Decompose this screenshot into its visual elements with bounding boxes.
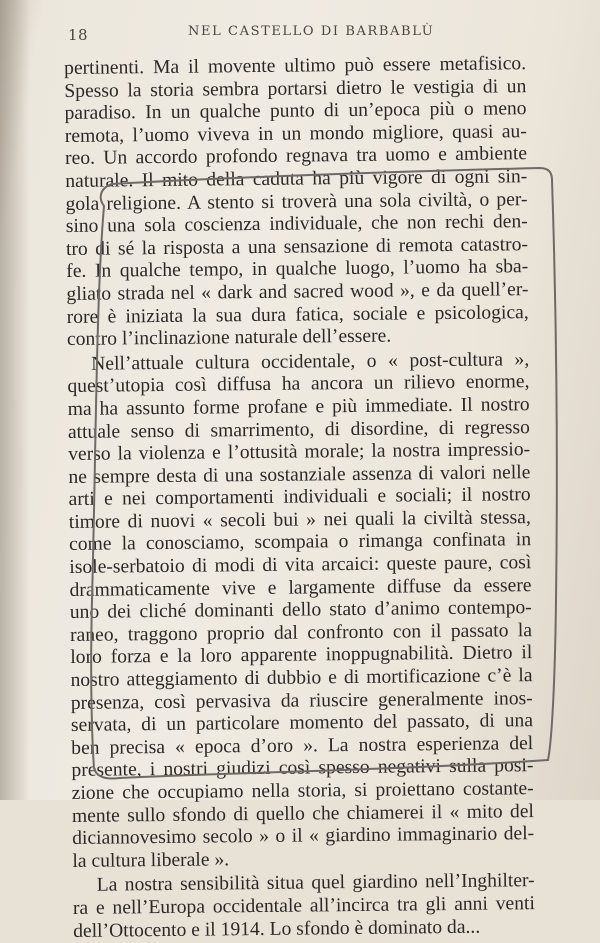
text-line: reo. Un accordo profondo regnava tra uomo e ambiente (64, 143, 528, 170)
text-line: fe. In qualche tempo, in qualche luogo, l’uomo ha sba- (66, 256, 529, 283)
text-line: naturale. Il mito della caduta ha più vigore di ogni sin- (65, 166, 528, 192)
text-line: ben precisa « epoca d’oro ». La nostra esperienza del (71, 732, 534, 759)
text-line: servata, di un particolare momento del passato, di una (70, 710, 534, 737)
text-line: sino una sola coscienza individuale, che non rechi den- (65, 211, 528, 238)
text-line: la cultura liberale ». (72, 849, 230, 872)
text-line: tro di sé la risposta a una sensazione di remota catastro- (65, 233, 529, 260)
text-line: paradiso. In un qualche punto di un’epoca più o meno (64, 98, 527, 125)
text-line: gola religione. A stento si troverà una sola civiltà, o per- (65, 188, 528, 215)
text-line: presenza, così pervasiva da riuscire generalmente inos- (70, 687, 533, 714)
text-line: uno dei cliché dominanti dello stato d’animo contempo- (69, 597, 532, 624)
text-line: mente sullo sfondo di quello che chiamerei il « mito del (71, 800, 535, 827)
text-line: ne sempre desta di una sostanziale assenza di valori nelle (68, 461, 531, 488)
text-line: verso la violenza e l’ottusità morale; la nostra impressio- (68, 439, 531, 466)
body-text (64, 53, 533, 943)
text-line: rore è iniziata la sua dura fatica, sociale e psicologica, (66, 301, 529, 328)
text-line: diciannovesimo secolo » o il « giardino immaginario del- (72, 823, 535, 850)
text-line: loro forza e la loro apparente inoppugnabilità. Dietro il (70, 642, 533, 669)
text-line: drammaticamente vive e largamente diffuse da essere (69, 574, 532, 601)
page-gutter-shadow (0, 0, 30, 800)
text-line: remota, l’uomo viveva in un mondo migliore, quasi au- (64, 120, 527, 147)
text-line: zione che occupiamo nella storia, si proiettano costante- (71, 778, 534, 804)
text-line: come la conosciamo, scompaia o rimanga confinata in (68, 529, 532, 556)
page-number: 18 (68, 26, 89, 44)
text-line: nostro atteggiamento di dubbio e di mortificazione c’è la (70, 665, 533, 691)
text-line: arti e nei comportamenti individuali e sociali; il nostro (68, 484, 531, 511)
text-line: ra e nell’Europa occidentale all’incirca tra gli anni venti (72, 893, 535, 919)
text-line: quest’utopia così diffusa ha ancora un rilievo enorme, (67, 371, 530, 398)
text-line: Nell’attuale cultura occidentale, o « post-cultura », (91, 348, 530, 375)
text-line: presente, i nostri giudizi così spesso negativi sulla posi- (71, 755, 534, 782)
text-line: gliato strada nel « dark and sacred wood », e da quell’er- (66, 279, 529, 305)
text-line: raneo, traggono proprio dal confronto con il passato la (69, 619, 533, 646)
pencil-right-stroke (548, 180, 557, 760)
text-line: Spesso la storia sembra portarsi dietro le vestigia di un (64, 75, 527, 102)
running-head: NEL CASTELLO DI BARBABLÙ (188, 24, 435, 39)
text-line: isole-serbatoio di modi di vita arcaici: queste paure, così (69, 552, 532, 579)
text-line: pertinenti. Ma il movente ultimo può essere metafisico. (64, 53, 527, 79)
text-line: contro l’inclinazione naturale dell’essere. (66, 325, 392, 351)
text-line: attuale senso di smarrimento, di disordine, di regresso (67, 416, 531, 443)
text-line: dell’Ottocento e il 1914. Lo sfondo è dominato da... (73, 916, 481, 942)
text-line: ma ha assunto forme profane e più immediate. Il nostro (67, 394, 530, 420)
text-line: La nostra sensibilità situa quel giardino nell’Inghilter- (96, 870, 535, 897)
text-line: timore di nuovi « secoli bui » nei quali la civiltà stessa, (68, 507, 531, 533)
